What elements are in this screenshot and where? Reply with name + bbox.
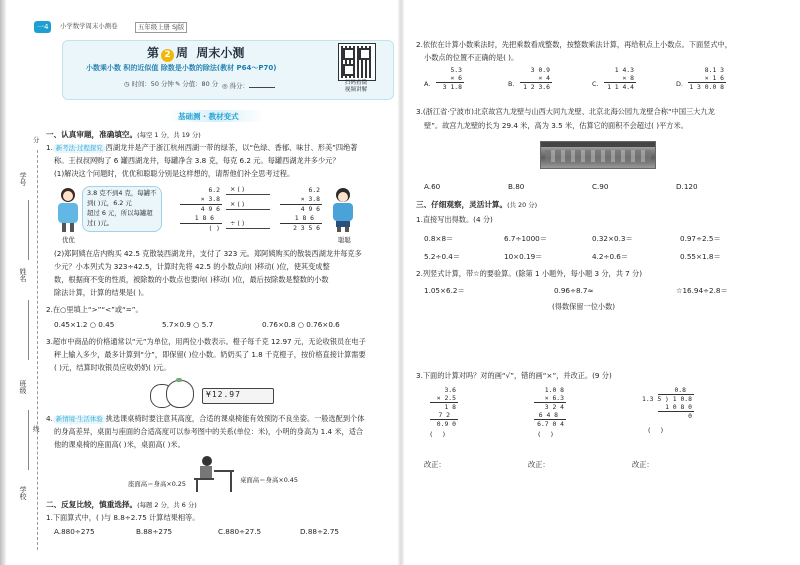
header-grade: 五年级上册 SJ版 xyxy=(135,22,187,33)
s1-q2-item3: 0.76×0.8 ○ 0.76×0.6 xyxy=(262,320,340,329)
youyou-bubble-l4: 过( )元。 xyxy=(87,219,114,227)
s1-q1-tag: 新考法·过程探究 xyxy=(53,144,106,153)
s3-item-6: 10×0.19＝ xyxy=(504,252,543,261)
week-number-badge: 2 xyxy=(161,49,174,62)
formula-arrow-bottom xyxy=(226,228,270,229)
s3-q2-item-1: 1.05×6.2＝ xyxy=(424,286,465,295)
title-subtitle: 小数乘小数 积的近似值 除数是小数的除法(教材 P64～P70) xyxy=(86,64,277,72)
margin-cut-line xyxy=(37,150,38,550)
margin-label-id: 学号 xyxy=(19,172,27,186)
s3-q1: 1.直接写出得数。(4 分) xyxy=(416,215,493,224)
margin-label-name: 姓名 xyxy=(19,268,27,282)
s3-item-5: 5.2÷0.4＝ xyxy=(424,252,461,261)
formula-top-label: × ( ) xyxy=(230,185,245,193)
s2-q1: 1.下面算式中，( )与 8.8÷2.75 计算结果相等。 xyxy=(46,513,200,522)
youyou-label: 优优 xyxy=(62,236,75,244)
s1-q4-l2: 的身高差异，桌面与座面的合适高度可以参考图中的关系(单位：米)，小明的身高为 1.4 米，适合 xyxy=(54,427,364,436)
formula-arrow-top xyxy=(226,194,270,195)
week-title: 第 2 周 周末小测 xyxy=(147,46,245,60)
calc2-block: 6.2 × 3.8 4 9 6 1 8 6 2 3 5 6 xyxy=(276,186,322,232)
title-time: ◷ 时间：50 分钟 xyxy=(124,80,174,88)
s2-q2-opt-c: C. 1 4.3 × 8 1 1 4.4 xyxy=(592,66,634,91)
s1-q1-part2-l1: (2)郑阿姨在店内购买 42.5 克散装西湖龙井，支付了 323 元。郑阿姨购买的散装西湖龙井每克多 xyxy=(54,249,362,258)
desk-illustration xyxy=(194,456,234,492)
verify-calc-3: 0.8 1.3 5 ) 1 0.8 1 0 8 0 0 ( ) xyxy=(641,386,692,434)
s3-q2-item-2: 0.96÷8.7≈ xyxy=(554,286,594,295)
s2-heading: 二、反复比较，慎重选择。(每题 2 分，共 6 分) xyxy=(46,500,197,509)
s1-q3-l1: 3.超市中商品的价格通常以“元”为单位，用两位小数表示。橙子每千克 12.97 元，无论收银员在电子 xyxy=(46,337,366,346)
s1-q2-line: 2.在○里填上“>”“<”或“=”。 xyxy=(46,305,143,314)
s1-q4-l1: 4. 新情境·生活体验 挑选课桌椅时要注意其高度，合适的课桌椅能有效预防不良坐姿。一般选配到个体 xyxy=(46,414,365,423)
s3-item-1: 0.8×8＝ xyxy=(424,234,454,243)
qr-caption: 扫码看微 视频讲解 xyxy=(344,80,368,93)
calc1-block: 6.2 × 3.8 4 9 6 1 8 6 ( ) xyxy=(176,186,222,232)
s2-q3-opt-a: A.60 xyxy=(424,182,441,191)
s3-item-8: 0.55×1.8＝ xyxy=(680,252,721,261)
s2-q2-opt-b: B. 3 0.9 × 4 1 2 3.6 xyxy=(508,66,550,91)
title-score: ✎ 分值：80 分 xyxy=(175,80,219,88)
header-badge: 一4 xyxy=(34,21,51,33)
s1-q3-l2: 秤上输入多少，最多计算到“分”，即保留( )位小数。奶奶买了 1.8 千克橙子，按价格直接计算需要 xyxy=(54,350,366,359)
s2-q3-l2: 壁”。故宫九龙壁的长为 29.4 米，高为 3.5 米，估算它的面积不会超过( )平方米。 xyxy=(424,121,688,130)
s2-q3-l1: 3.(浙江省·宁波市)北京故宫九龙壁与山西大同九龙壁、北京北海公园九龙壁合称“中国三大九龙 xyxy=(416,107,715,116)
fix-label-1: 改正： xyxy=(424,460,446,469)
s1-q1-line3: (1)解决这个问题时，优优和聪聪分别是这样想的，请帮他们补全思考过程。 xyxy=(54,169,295,178)
youyou-bubble-l1: 3.8 克不到4 克，每罐不 xyxy=(87,189,157,197)
formula-bottom-label: ÷ ( ) xyxy=(230,219,245,227)
verify-calc-2: 1.0 8 × 6.3 3 2 4 6 4 8 6.7 0 4 ( ) xyxy=(528,386,584,438)
s2-q2-l1: 2.依依在计算小数乘法时，先把乘数看成整数，按整数乘法计算，再给积点上小数点。下面竖式中， xyxy=(416,40,732,49)
fix-label-2: 改正： xyxy=(528,460,550,469)
s2-q1-opt-b: B.88÷275 xyxy=(136,527,173,536)
margin-underline-1 xyxy=(28,200,29,260)
s3-q2: 2.列竖式计算，带☆的要验算。(除第 1 小题外，每小题 3 分，共 7 分) xyxy=(416,269,643,278)
verify-calc-1: 3.6 × 2.5 1 8 7 2 0.9 0 ( ) xyxy=(430,386,456,438)
formula-arrow-mid xyxy=(226,209,270,210)
youyou-figure xyxy=(55,188,81,232)
margin-underline-3 xyxy=(28,410,29,470)
page-left-edge xyxy=(0,0,6,565)
s3-q2-note: (得数保留一位小数) xyxy=(552,302,616,311)
s1-q1-part2-l3: 数，根据商不变的性质，被除数的小数点也要向( )移动( )位，最后按除数是整数的小数 xyxy=(54,275,329,284)
margin-small-2: 线 xyxy=(33,425,40,433)
scale-price: ¥12.97 xyxy=(206,390,241,399)
fix-label-3: 改正： xyxy=(632,460,654,469)
s3-item-3: 0.32×0.3＝ xyxy=(592,234,633,243)
s1-q1-part2-l4: 除法计算，计算的结果是( )。 xyxy=(54,288,149,297)
s2-q1-opt-a: A.880÷275 xyxy=(54,527,95,536)
margin-small-1: 分 xyxy=(33,136,40,144)
youyou-bubble-l2: 到( )元，6.2 元 xyxy=(87,199,132,207)
s1-q2-item1: 0.45×1.2 ○ 0.45 xyxy=(54,320,115,329)
qr-code xyxy=(339,44,375,80)
s3-item-7: 4.2÷0.6＝ xyxy=(592,252,629,261)
s3-heading: 三、仔细观察，灵活计算。(共 20 分) xyxy=(416,200,538,209)
s3-q2-item-3: ☆16.94÷2.8＝ xyxy=(676,286,728,295)
margin-label-class: 班级 xyxy=(19,380,27,394)
desk-height-label: 桌面高＝身高×0.45 xyxy=(240,476,298,484)
title-grade-field: ◎ 得分： xyxy=(222,80,275,91)
s2-q2-opt-d: D. 8.1 3 × 1 6 1 3 0.0 8 xyxy=(676,66,724,91)
s2-q3-opt-d: D.120 xyxy=(676,182,698,191)
s1-q3-l3: ( )元，结算时收银员应收奶奶( )元。 xyxy=(54,363,171,372)
s3-item-2: 6.7÷1000＝ xyxy=(504,234,547,243)
s1-q1-part2-l2: 少元？小本列式为 323÷42.5，计算时先将 42.5 的小数点向( )移动( )位，使其变成整 xyxy=(54,262,330,271)
s2-q3-opt-b: B.80 xyxy=(508,182,525,191)
s1-heading: 一、认真审题，准确填空。(每空 1 分，共 19 分) xyxy=(46,130,201,139)
s1-q2-item2: 5.7×0.9 ○ 5.7 xyxy=(162,320,214,329)
youyou-bubble-l3: 超过 6 元，所以每罐超 xyxy=(87,209,153,217)
s1-q1-line2: 称。王叔叔网购了 6 罐西湖龙井，每罐净含 3.8 克，每克 6.2 元。每罐西湖龙井多少元？ xyxy=(54,156,340,165)
s2-q1-opt-c: C.880÷27.5 xyxy=(218,527,262,536)
seat-height-label: 座面高＝身高×0.25 xyxy=(128,480,186,488)
s2-q3-opt-c: C.90 xyxy=(592,182,609,191)
margin-label-school: 学校 xyxy=(19,486,27,500)
congcong-figure xyxy=(330,188,356,232)
s3-item-4: 0.97÷2.5＝ xyxy=(680,234,721,243)
congcong-label: 聪聪 xyxy=(338,236,351,244)
section-ribbon-text: 基础测 · 教材变式 xyxy=(178,112,239,121)
nine-dragon-wall-photo xyxy=(540,141,656,169)
header-series: 小学数学周末小测卷 xyxy=(60,22,118,30)
margin-underline-2 xyxy=(28,300,29,360)
s3-q3: 3.下面的计算对吗？对的画“√”，错的画“×”，并改正。(9 分) xyxy=(416,371,612,380)
s2-q2-l2: 小数点的位置不正确的是( )。 xyxy=(424,53,519,62)
s1-q1-line1: 1. 新考法·过程探究 西湖龙井是产于浙江杭州西湖一带的绿茶，以“色绿、香郁、味甘、形美”四绝著 xyxy=(46,143,358,152)
s2-q2-opt-a: A. 5.3 × 6 3 1.8 xyxy=(424,66,462,91)
s1-q4-l3: 他的课桌椅的座面高( )米，桌面高( )米。 xyxy=(54,440,185,449)
s1-q4-tag: 新情境·生活体验 xyxy=(53,415,106,424)
page-fold xyxy=(398,0,404,565)
formula-mid-label: × ( ) xyxy=(230,200,245,208)
oranges-illustration xyxy=(150,378,194,410)
s2-q1-opt-d: D.88÷2.75 xyxy=(300,527,339,536)
